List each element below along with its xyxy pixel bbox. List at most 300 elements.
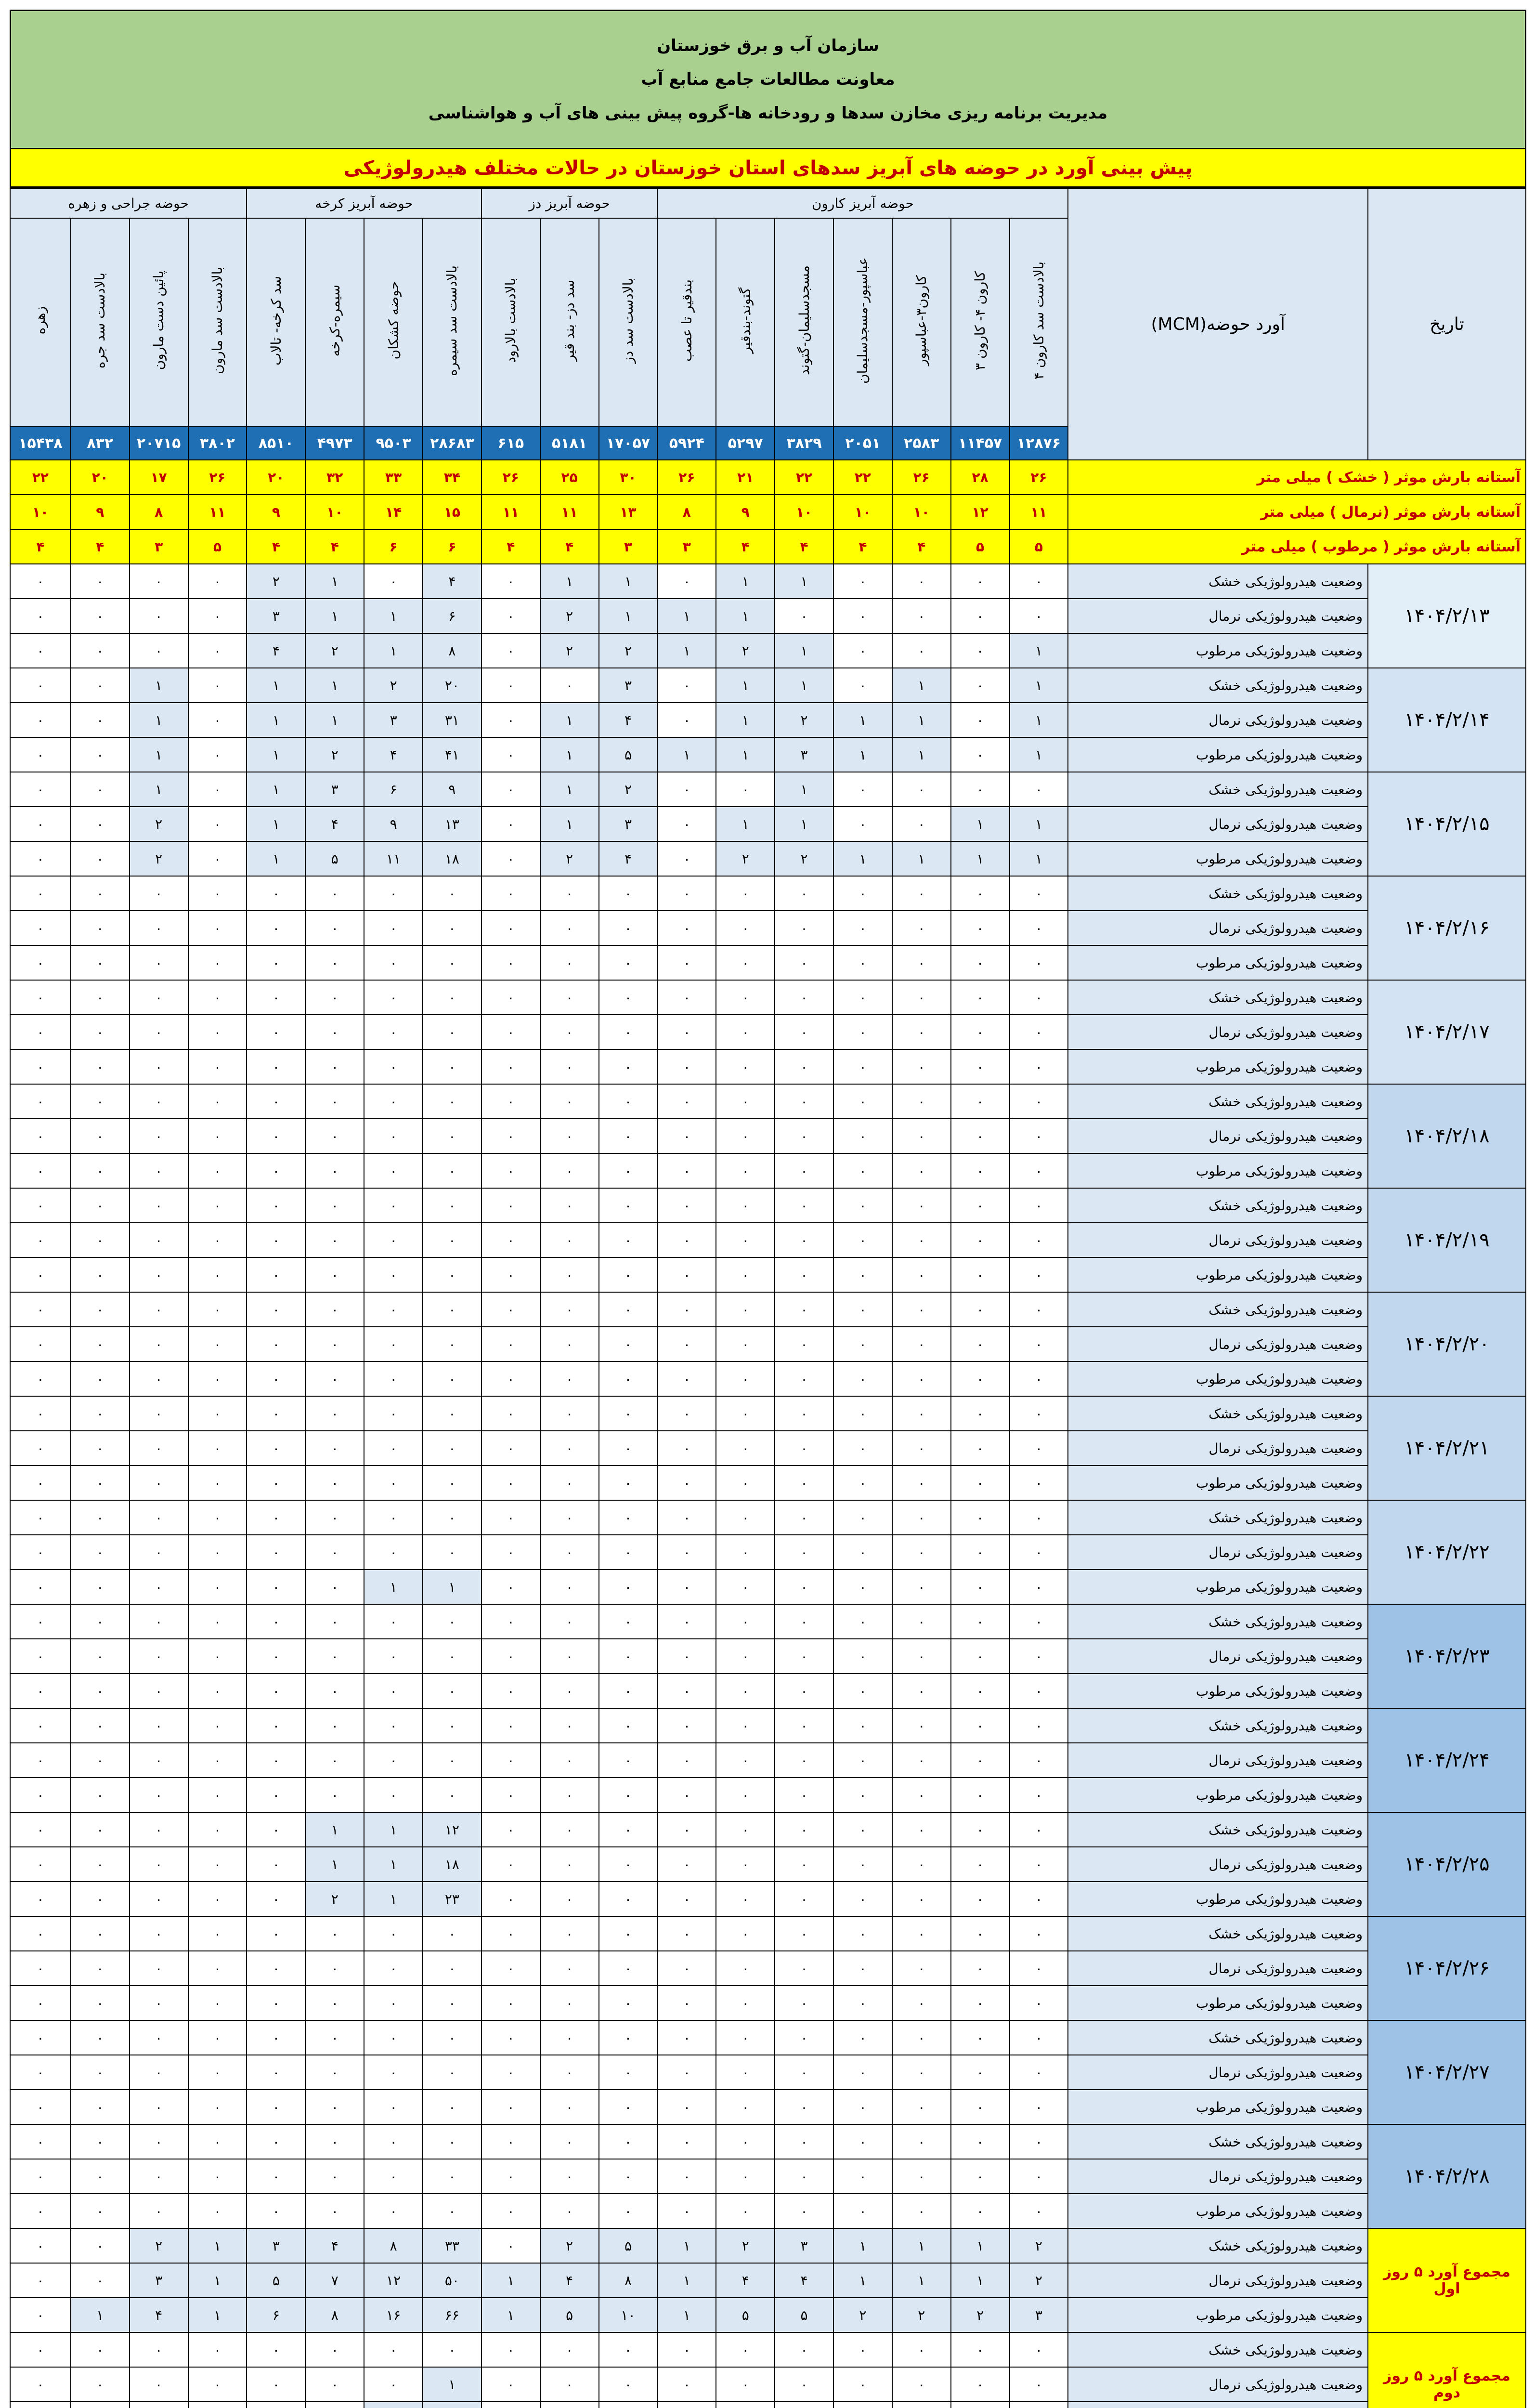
value-cell: ۳: [775, 2228, 833, 2263]
value-cell: ۰: [716, 772, 775, 807]
value-cell: ۰: [247, 1708, 305, 1743]
value-cell: ۰: [1010, 1049, 1068, 1084]
inflow-header: آورد حوضه(MCM): [1068, 188, 1368, 460]
value-cell: ۰: [481, 1743, 540, 1778]
threshold-value: ۱۰: [305, 495, 364, 529]
forecast-row: [10, 2228, 1526, 2263]
value-cell: ۰: [657, 1257, 716, 1292]
value-cell: ۰: [657, 1882, 716, 1916]
value-cell: ۰: [716, 1916, 775, 1951]
value-cell: ۵: [305, 841, 364, 876]
value-cell: ۰: [1010, 1292, 1068, 1327]
threshold-value: ۵: [188, 529, 247, 564]
forecast-row: [10, 2090, 1526, 2124]
value-cell: ۰: [716, 2159, 775, 2194]
value-cell: ۰: [540, 668, 599, 703]
state-label: وضعیت هیدرولوژیکی مرطوب: [1068, 1882, 1368, 1916]
basin-group-header: حوضه آبریز کارون: [657, 188, 1068, 218]
value-cell: ۰: [130, 1639, 188, 1674]
value-cell: ۰: [130, 1431, 188, 1466]
value-cell: ۰: [1010, 1743, 1068, 1778]
value-cell: ۰: [364, 2367, 423, 2402]
value-cell: ۰: [1010, 911, 1068, 945]
value-cell: ۲: [540, 599, 599, 633]
value-cell: ۰: [951, 668, 1010, 703]
value-cell: ۰: [364, 1153, 423, 1188]
value-cell: ۰: [71, 1257, 130, 1292]
value-cell: ۰: [481, 1500, 540, 1535]
value-cell: ۰: [716, 1743, 775, 1778]
value-cell: ۰: [71, 564, 130, 599]
value-cell: ۰: [951, 2194, 1010, 2228]
value-cell: ۰: [775, 1223, 833, 1257]
value-cell: ۰: [833, 1882, 892, 1916]
value-cell: ۰: [951, 2020, 1010, 2055]
value-cell: ۰: [188, 1778, 247, 1812]
value-cell: ۰: [775, 2124, 833, 2159]
value-cell: ۰: [716, 2020, 775, 2055]
value-cell: ۰: [364, 2055, 423, 2090]
value-cell: ۰: [1010, 945, 1068, 980]
threshold-row: [10, 529, 1526, 564]
value-cell: ۰: [364, 1708, 423, 1743]
value-cell: ۰: [71, 1084, 130, 1119]
value-cell: ۰: [247, 1188, 305, 1223]
value-cell: ۰: [657, 1708, 716, 1743]
value-cell: ۰: [833, 2367, 892, 2402]
value-cell: ۰: [775, 1500, 833, 1535]
column-header: [71, 218, 130, 426]
date-cell: ۱۴۰۴/۲/۲۷: [1368, 2020, 1526, 2124]
value-cell: ۰: [1010, 1951, 1068, 1986]
value-cell: ۰: [540, 1882, 599, 1916]
forecast-row: [10, 737, 1526, 772]
threshold-value: ۵: [951, 529, 1010, 564]
value-cell: ۰: [951, 1500, 1010, 1535]
value-cell: ۰: [599, 1951, 658, 1986]
value-cell: ۳: [364, 703, 423, 737]
value-cell: ۰: [130, 1674, 188, 1708]
value-cell: ۰: [892, 1292, 951, 1327]
value-cell: ۰: [71, 1916, 130, 1951]
value-cell: ۰: [657, 2194, 716, 2228]
value-cell: ۲: [130, 841, 188, 876]
value-cell: ۰: [1010, 772, 1068, 807]
threshold-value: ۱۳: [599, 495, 658, 529]
value-cell: ۰: [71, 1500, 130, 1535]
threshold-value: ۴: [775, 529, 833, 564]
value-cell: ۰: [833, 1535, 892, 1570]
area-cell: ۱۷۰۵۷: [599, 426, 658, 460]
area-cell: ۱۵۴۳۸: [10, 426, 71, 460]
value-cell: ۱: [951, 841, 1010, 876]
value-cell: ۱: [540, 564, 599, 599]
value-cell: ۱: [775, 772, 833, 807]
value-cell: ۰: [951, 1153, 1010, 1188]
value-cell: ۴: [775, 2263, 833, 2298]
value-cell: ۰: [599, 1778, 658, 1812]
value-cell: ۰: [364, 876, 423, 911]
value-cell: ۳: [775, 737, 833, 772]
value-cell: ۱: [247, 703, 305, 737]
value-cell: ۰: [951, 703, 1010, 737]
value-cell: ۰: [188, 1153, 247, 1188]
value-cell: ۰: [10, 2332, 71, 2367]
value-cell: ۰: [130, 1500, 188, 1535]
column-header-label: سد دز- بند قیر: [561, 279, 578, 362]
value-cell: ۰: [951, 564, 1010, 599]
forecast-row: [10, 772, 1526, 807]
value-cell: ۰: [599, 1986, 658, 2020]
value-cell: ۰: [247, 1153, 305, 1188]
value-cell: ۰: [657, 1847, 716, 1882]
value-cell: ۲: [364, 668, 423, 703]
value-cell: ۰: [540, 1396, 599, 1431]
value-cell: ۰: [833, 1778, 892, 1812]
value-cell: ۰: [305, 1361, 364, 1396]
value-cell: ۰: [951, 2367, 1010, 2402]
value-cell: ۲: [540, 841, 599, 876]
value-cell: ۰: [10, 1604, 71, 1639]
state-label: وضعیت هیدرولوژیکی نرمال: [1068, 2263, 1368, 2298]
value-cell: ۱: [833, 2228, 892, 2263]
value-cell: [951, 2402, 1010, 2408]
value-cell: ۰: [657, 2090, 716, 2124]
value-cell: ۰: [10, 1292, 71, 1327]
value-cell: ۰: [71, 1327, 130, 1361]
value-cell: ۰: [10, 980, 71, 1015]
value-cell: ۰: [364, 2020, 423, 2055]
value-cell: ۰: [951, 1327, 1010, 1361]
value-cell: ۵۰: [423, 2263, 481, 2298]
forecast-row: [10, 1327, 1526, 1361]
value-cell: ۰: [71, 633, 130, 668]
value-cell: ۱: [951, 2228, 1010, 2263]
forecast-row: [10, 1708, 1526, 1743]
value-cell: ۰: [1010, 599, 1068, 633]
value-cell: ۰: [130, 1292, 188, 1327]
value-cell: ۰: [188, 1500, 247, 1535]
forecast-row: [10, 876, 1526, 911]
value-cell: ۰: [188, 1986, 247, 2020]
area-cell: ۲۰۵۱: [833, 426, 892, 460]
column-header-label: حوضه کشکان: [385, 281, 402, 360]
column-header: [892, 218, 951, 426]
area-cell: ۳۸۰۲: [188, 426, 247, 460]
value-cell: ۱: [130, 737, 188, 772]
state-label: وضعیت هیدرولوژیکی خشک: [1068, 2332, 1368, 2367]
column-header: [188, 218, 247, 426]
value-cell: [481, 2402, 540, 2408]
threshold-value: ۳: [599, 529, 658, 564]
value-cell: ۰: [481, 1223, 540, 1257]
value-cell: ۰: [423, 1396, 481, 1431]
value-cell: ۰: [657, 2367, 716, 2402]
value-cell: ۰: [188, 1257, 247, 1292]
value-cell: ۰: [305, 1604, 364, 1639]
value-cell: ۷: [305, 2263, 364, 2298]
forecast-row: [10, 1119, 1526, 1153]
column-header: [951, 218, 1010, 426]
value-cell: ۰: [833, 1119, 892, 1153]
value-cell: ۰: [657, 1570, 716, 1604]
value-cell: ۰: [305, 1327, 364, 1361]
value-cell: ۰: [716, 1882, 775, 1916]
value-cell: ۰: [10, 737, 71, 772]
value-cell: ۰: [951, 1778, 1010, 1812]
threshold-label: آستانه بارش موثر (نرمال ) میلی متر: [1068, 495, 1526, 529]
state-label: وضعیت هیدرولوژیکی خشک: [1068, 1084, 1368, 1119]
value-cell: ۰: [716, 1188, 775, 1223]
value-cell: ۰: [71, 2159, 130, 2194]
area-cell: ۵۱۸۱: [540, 426, 599, 460]
column-header: [833, 218, 892, 426]
value-cell: ۱: [247, 772, 305, 807]
value-cell: ۰: [540, 1812, 599, 1847]
threshold-value: ۱۷: [130, 460, 188, 495]
value-cell: ۰: [188, 1466, 247, 1500]
value-cell: ۰: [657, 1916, 716, 1951]
column-header-label: سیمره-کرخه: [326, 284, 343, 357]
threshold-value: ۲۶: [657, 460, 716, 495]
value-cell: ۰: [188, 599, 247, 633]
value-cell: ۰: [833, 807, 892, 841]
value-cell: ۰: [364, 1327, 423, 1361]
value-cell: ۰: [1010, 1674, 1068, 1708]
value-cell: ۰: [892, 2159, 951, 2194]
value-cell: ۰: [833, 1327, 892, 1361]
area-cell: ۸۳۲: [71, 426, 130, 460]
value-cell: ۰: [481, 668, 540, 703]
value-cell: ۶۶: [423, 2298, 481, 2332]
value-cell: ۰: [775, 1882, 833, 1916]
value-cell: ۱: [305, 668, 364, 703]
value-cell: ۰: [71, 1570, 130, 1604]
value-cell: ۰: [71, 2055, 130, 2090]
value-cell: ۰: [1010, 1500, 1068, 1535]
threshold-value: ۳۴: [423, 460, 481, 495]
value-cell: ۰: [951, 2159, 1010, 2194]
value-cell: ۰: [130, 2194, 188, 2228]
value-cell: ۰: [247, 1916, 305, 1951]
column-header-label: سد کرخه- تالاب: [268, 275, 284, 366]
value-cell: ۰: [892, 1847, 951, 1882]
forecast-table: [10, 188, 1526, 2408]
forecast-row: [10, 2367, 1526, 2402]
date-cell: ۱۴۰۴/۲/۲۸: [1368, 2124, 1526, 2228]
value-cell: ۰: [599, 1847, 658, 1882]
value-cell: ۰: [188, 1361, 247, 1396]
value-cell: ۱: [481, 2298, 540, 2332]
area-cell: ۲۵۸۳: [892, 426, 951, 460]
value-cell: ۰: [716, 1361, 775, 1396]
value-cell: ۰: [10, 564, 71, 599]
value-cell: ۰: [833, 2090, 892, 2124]
value-cell: ۱: [305, 1847, 364, 1882]
threshold-value: ۱۱: [481, 495, 540, 529]
value-cell: ۱: [892, 668, 951, 703]
value-cell: ۰: [10, 2228, 71, 2263]
value-cell: ۰: [188, 1049, 247, 1084]
value-cell: ۰: [1010, 1570, 1068, 1604]
value-cell: ۰: [188, 1431, 247, 1466]
value-cell: ۰: [305, 2055, 364, 2090]
forecast-row: [10, 1743, 1526, 1778]
column-header: [657, 218, 716, 426]
forecast-row: [10, 564, 1526, 599]
value-cell: ۰: [10, 1708, 71, 1743]
value-cell: ۰: [716, 1639, 775, 1674]
threshold-value: ۴: [540, 529, 599, 564]
value-cell: ۰: [130, 1847, 188, 1882]
value-cell: ۰: [130, 1049, 188, 1084]
forecast-row: [10, 980, 1526, 1015]
value-cell: ۰: [10, 1431, 71, 1466]
value-cell: ۰: [540, 1743, 599, 1778]
value-cell: ۱: [716, 564, 775, 599]
date-cell: ۱۴۰۴/۲/۲۰: [1368, 1292, 1526, 1396]
forecast-row: [10, 945, 1526, 980]
value-cell: ۰: [305, 1119, 364, 1153]
area-cell: ۴۹۷۳: [305, 426, 364, 460]
value-cell: ۰: [775, 599, 833, 633]
state-label: وضعیت هیدرولوژیکی نرمال: [1068, 703, 1368, 737]
area-cell: ۸۵۱۰: [247, 426, 305, 460]
value-cell: ۰: [305, 1951, 364, 1986]
state-label: وضعیت هیدرولوژیکی خشک: [1068, 1500, 1368, 1535]
value-cell: ۰: [599, 1049, 658, 1084]
value-cell: ۰: [188, 911, 247, 945]
value-cell: ۰: [71, 1674, 130, 1708]
value-cell: ۳: [130, 2263, 188, 2298]
value-cell: ۲: [305, 633, 364, 668]
value-cell: ۰: [71, 1049, 130, 1084]
organization-name: سازمان آب و برق خوزستان: [657, 36, 879, 55]
state-label: وضعیت هیدرولوژیکی مرطوب: [1068, 1570, 1368, 1604]
value-cell: ۰: [1010, 2020, 1068, 2055]
value-cell: ۰: [892, 1639, 951, 1674]
value-cell: ۰: [716, 1812, 775, 1847]
value-cell: ۱: [540, 703, 599, 737]
state-label: وضعیت هیدرولوژیکی نرمال: [1068, 1015, 1368, 1049]
value-cell: ۰: [599, 980, 658, 1015]
state-label: وضعیت هیدرولوژیکی نرمال: [1068, 1327, 1368, 1361]
date-cell: ۱۴۰۴/۲/۱۷: [1368, 980, 1526, 1084]
value-cell: ۰: [481, 1708, 540, 1743]
value-cell: ۰: [130, 1604, 188, 1639]
value-cell: ۰: [481, 1778, 540, 1812]
value-cell: ۰: [540, 1466, 599, 1500]
value-cell: ۰: [540, 1951, 599, 1986]
value-cell: ۰: [892, 1570, 951, 1604]
value-cell: ۰: [10, 1916, 71, 1951]
value-cell: ۰: [951, 1466, 1010, 1500]
threshold-value: ۲۸: [951, 460, 1010, 495]
state-label: وضعیت هیدرولوژیکی خشک: [1068, 668, 1368, 703]
area-cell: ۱۱۴۵۷: [951, 426, 1010, 460]
value-cell: ۰: [305, 945, 364, 980]
forecast-row: [10, 1639, 1526, 1674]
value-cell: ۲: [540, 633, 599, 668]
value-cell: ۰: [951, 737, 1010, 772]
value-cell: ۰: [599, 1604, 658, 1639]
value-cell: ۰: [599, 876, 658, 911]
value-cell: ۰: [130, 1188, 188, 1223]
value-cell: ۱: [423, 1570, 481, 1604]
value-cell: [423, 2402, 481, 2408]
value-cell: ۰: [188, 1743, 247, 1778]
value-cell: ۰: [423, 1743, 481, 1778]
value-cell: ۰: [423, 1916, 481, 1951]
value-cell: ۰: [71, 1847, 130, 1882]
value-cell: ۱: [775, 668, 833, 703]
value-cell: ۱: [1010, 807, 1068, 841]
forecast-row: [10, 1535, 1526, 1570]
value-cell: ۰: [305, 2020, 364, 2055]
value-cell: ۰: [364, 1188, 423, 1223]
value-cell: ۰: [10, 1084, 71, 1119]
value-cell: ۰: [775, 980, 833, 1015]
value-cell: ۰: [188, 1570, 247, 1604]
state-label: [1068, 2402, 1368, 2408]
value-cell: ۰: [247, 2124, 305, 2159]
value-cell: ۰: [657, 1015, 716, 1049]
value-cell: ۰: [71, 876, 130, 911]
value-cell: ۰: [775, 1986, 833, 2020]
value-cell: ۰: [833, 945, 892, 980]
value-cell: ۰: [305, 1535, 364, 1570]
value-cell: ۴: [305, 2228, 364, 2263]
value-cell: ۰: [775, 1188, 833, 1223]
value-cell: ۴: [247, 633, 305, 668]
state-label: وضعیت هیدرولوژیکی خشک: [1068, 876, 1368, 911]
state-label: وضعیت هیدرولوژیکی نرمال: [1068, 1223, 1368, 1257]
value-cell: ۰: [657, 980, 716, 1015]
value-cell: ۰: [892, 876, 951, 911]
value-cell: ۰: [716, 1500, 775, 1535]
value-cell: ۰: [10, 841, 71, 876]
forecast-row: [10, 1986, 1526, 2020]
state-label: وضعیت هیدرولوژیکی خشک: [1068, 1604, 1368, 1639]
threshold-value: ۲۵: [540, 460, 599, 495]
threshold-row: [10, 460, 1526, 495]
value-cell: ۱۲: [364, 2263, 423, 2298]
value-cell: ۰: [892, 1396, 951, 1431]
value-cell: ۰: [716, 876, 775, 911]
value-cell: ۰: [599, 2090, 658, 2124]
value-cell: ۰: [951, 945, 1010, 980]
value-cell: ۰: [364, 1257, 423, 1292]
value-cell: ۱: [951, 807, 1010, 841]
value-cell: ۰: [599, 1015, 658, 1049]
value-cell: ۰: [305, 1396, 364, 1431]
value-cell: ۰: [892, 1431, 951, 1466]
value-cell: ۰: [10, 2263, 71, 2298]
value-cell: ۰: [188, 1882, 247, 1916]
value-cell: ۰: [892, 2020, 951, 2055]
value-cell: ۰: [481, 2090, 540, 2124]
value-cell: ۰: [71, 1986, 130, 2020]
value-cell: [188, 2402, 247, 2408]
value-cell: ۰: [951, 1535, 1010, 1570]
value-cell: ۰: [130, 1361, 188, 1396]
value-cell: ۰: [188, 1604, 247, 1639]
value-cell: ۰: [481, 1119, 540, 1153]
threshold-value: ۴: [305, 529, 364, 564]
value-cell: ۰: [10, 876, 71, 911]
value-cell: ۰: [892, 1916, 951, 1951]
value-cell: ۰: [599, 1292, 658, 1327]
